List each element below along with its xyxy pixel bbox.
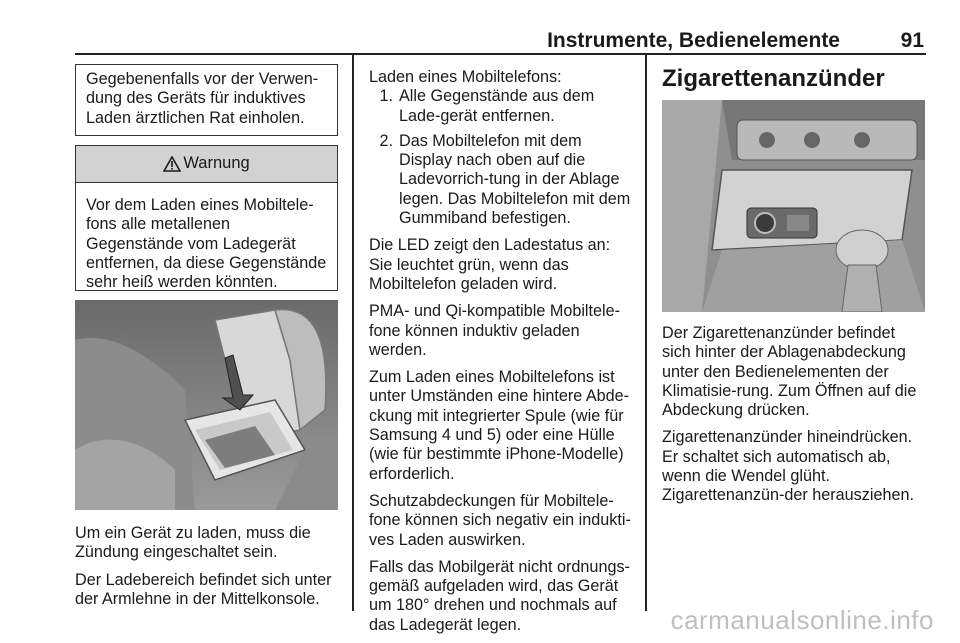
warning-title: Warnung (183, 154, 250, 173)
column2-text (369, 68, 635, 643)
header-rule (75, 53, 926, 55)
cigarette-lighter-image (662, 100, 925, 312)
info-box-text: Gegebenenfalls vor der Verwen-dung des Geräts für induktives Laden ärztlichen Rat einholen. (86, 70, 319, 127)
step-number: 1. (379, 87, 393, 106)
list-item (369, 132, 635, 228)
paragraph: PMA- und Qi-kompatible Mobiltele-fone können induktiv geladen werden. (369, 302, 621, 359)
paragraph: Um ein Gerät zu laden, muss die Zündung eingeschaltet sein. (75, 524, 311, 562)
warning-text: Vor dem Laden eines Mobiltele-fons alle metallenen Gegenstände vom Ladegerät entfernen, da diese Gegenstände sehr heiß werden könnten. (86, 196, 327, 292)
column-divider-1 (352, 55, 354, 611)
page-header-title: Instrumente, Bedienelemente (547, 29, 840, 52)
warning-box (75, 145, 338, 291)
paragraph-intro: Laden eines Mobiltelefons: (369, 68, 562, 86)
steps-list (369, 87, 635, 228)
warning-triangle-icon (163, 156, 181, 172)
page-number: 91 (900, 29, 924, 52)
paragraph: Falls das Mobilgerät nicht ordnungs-gemäß aufgeladen wird, das Gerät um 180° drehen und nochmals auf das Ladegerät legen. (369, 557, 630, 634)
step-number: 2. (379, 131, 393, 150)
section-heading: Zigarettenanzünder (662, 65, 885, 92)
column3-text (662, 324, 928, 514)
step-text: Alle Gegenstände aus dem Lade-gerät entfernen. (399, 87, 595, 125)
paragraph: Zigarettenanzünder hineindrücken. Er schaltet sich automatisch ab, wenn die Wendel glüht. Zigarettenanzün-der herausziehen. (662, 428, 914, 505)
column-divider-2 (645, 55, 647, 611)
column1-text (75, 524, 341, 617)
watermark: carmanualsonline.info (670, 605, 934, 635)
step-text: Das Mobiltelefon mit dem Display nach oben auf die Ladevorrich-tung in der Ablage legen. Das Mobiltelefon mit dem Gummiband befestigen. (399, 131, 631, 228)
paragraph: Zum Laden eines Mobiltelefons ist unter Umständen eine hintere Abde-ckung mit integrierter Spule (wie für Samsung 4 und 5) oder eine Hülle (wie für bestimmte iPhone-Modelle) erforderlich. (369, 368, 630, 483)
armrest-charging-image (75, 300, 338, 510)
paragraph: Schutzabdeckungen für Mobiltele-fone können sich negativ ein indukti-ves Laden auswirken. (369, 491, 631, 549)
warning-header (76, 146, 337, 183)
list-item (369, 87, 635, 126)
paragraph: Der Ladebereich befindet sich unter der Armlehne in der Mittelkonsole. (75, 570, 332, 608)
info-box (75, 64, 338, 136)
paragraph: Die LED zeigt den Ladestatus an: Sie leuchtet grün, wenn das Mobiltelefon geladen wird. (369, 236, 611, 293)
paragraph: Der Zigarettenanzünder befindet sich hinter der Ablagenabdeckung unter den Bedienelementen der Klimatisie-rung. Zum Öffnen auf die Abdeckung drücken. (662, 324, 917, 420)
